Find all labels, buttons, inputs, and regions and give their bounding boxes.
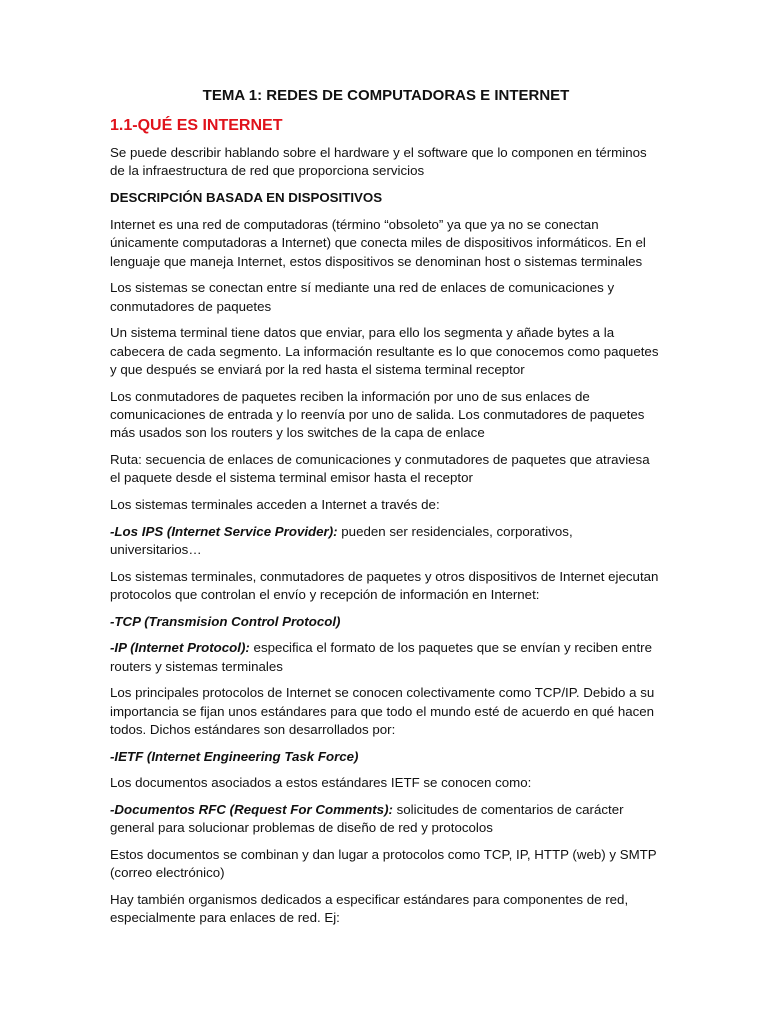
paragraph-tcp [110, 613, 662, 631]
ietf-term: -IETF (Internet Engineering Task Force) [110, 748, 359, 764]
rfc-text: solicitudes de comentarios de carácter general para solucionar problemas de diseño de red y protocolos [110, 802, 624, 836]
paragraph-tcpip-standards: Los principales protocolos de Internet se conocen colectivamente como TCP/IP. Debido a su importancia se fijan unos estándares para que todo el mundo esté de acuerdo en qué hacen todos. Dichos estándares son desarrollados por: [110, 685, 655, 737]
paragraph-packet-switches: Los conmutadores de paquetes reciben la información por uno de sus enlaces de comunicaciones de entrada y lo reenvía por uno de salida. Los conmutadores de paquetes más usados son los routers y los switches de la capa de enlace [110, 388, 645, 441]
paragraph-rfc [110, 801, 662, 837]
document-page [110, 86, 662, 936]
ips-term: -Los IPS (Internet Service Provider): [110, 523, 338, 539]
paragraph-connections: Los sistemas se conectan entre sí mediante una red de enlaces de comunicaciones y conmutadores de paquetes [110, 280, 615, 314]
section-heading: 1.1-QUÉ ES INTERNET [110, 117, 283, 134]
page-title: TEMA 1: REDES DE COMPUTADORAS E INTERNET [202, 87, 570, 104]
paragraph-ips [110, 523, 662, 559]
paragraph-ietf-documents: Los documentos asociados a estos estándares IETF se conocen como: [110, 775, 532, 791]
subheading: DESCRIPCIÓN BASADA EN DISPOSITIVOS [110, 190, 383, 205]
paragraph-protocols: Los sistemas terminales, conmutadores de paquetes y otros dispositivos de Internet ejecutan protocolos que controlan el envío y recepción de información en Internet: [110, 568, 659, 602]
paragraph-access: Los sistemas terminales acceden a Internet a través de: [110, 496, 440, 512]
paragraph-ip [110, 639, 662, 675]
tcp-term: -TCP (Transmision Control Protocol) [110, 613, 341, 629]
paragraph-standards-bodies: Hay también organismos dedicados a especificar estándares para componentes de red, especialmente para enlaces de red. Ej: [110, 892, 629, 926]
paragraph-network-definition: Internet es una red de computadoras (término “obsoleto” ya que ya no se conectan únicamente computadoras a Internet) que conecta miles de dispositivos informáticos. En el lenguaje que maneja Internet, estos dispositivos se denominan host o sistemas terminales [110, 217, 646, 269]
paragraph-packets: Un sistema terminal tiene datos que enviar, para ello los segmenta y añade bytes a la cabecera de cada segmento. La información resultante es lo que conocemos como paquetes y que después se enviará por la red hasta el sistema terminal receptor [110, 325, 659, 377]
ip-text: especifica el formato de los paquetes que se envían y reciben entre routers y sistemas terminales [110, 640, 652, 674]
paragraph-ietf [110, 748, 662, 766]
ips-text: pueden ser residenciales, corporativos, universitarios… [110, 523, 573, 557]
rfc-term: -Documentos RFC (Request For Comments): [110, 802, 393, 818]
ip-term: -IP (Internet Protocol): [110, 640, 250, 656]
intro-paragraph: Se puede describir hablando sobre el hardware y el software que lo componen en términos de la infraestructura de red que proporciona servicios [110, 145, 647, 179]
paragraph-protocol-examples: Estos documentos se combinan y dan lugar a protocolos como TCP, IP, HTTP (web) y SMTP (correo electrónico) [110, 847, 657, 881]
paragraph-route: Ruta: secuencia de enlaces de comunicaciones y conmutadores de paquetes que atraviesa el paquete desde el sistema terminal emisor hasta el receptor [110, 451, 650, 486]
